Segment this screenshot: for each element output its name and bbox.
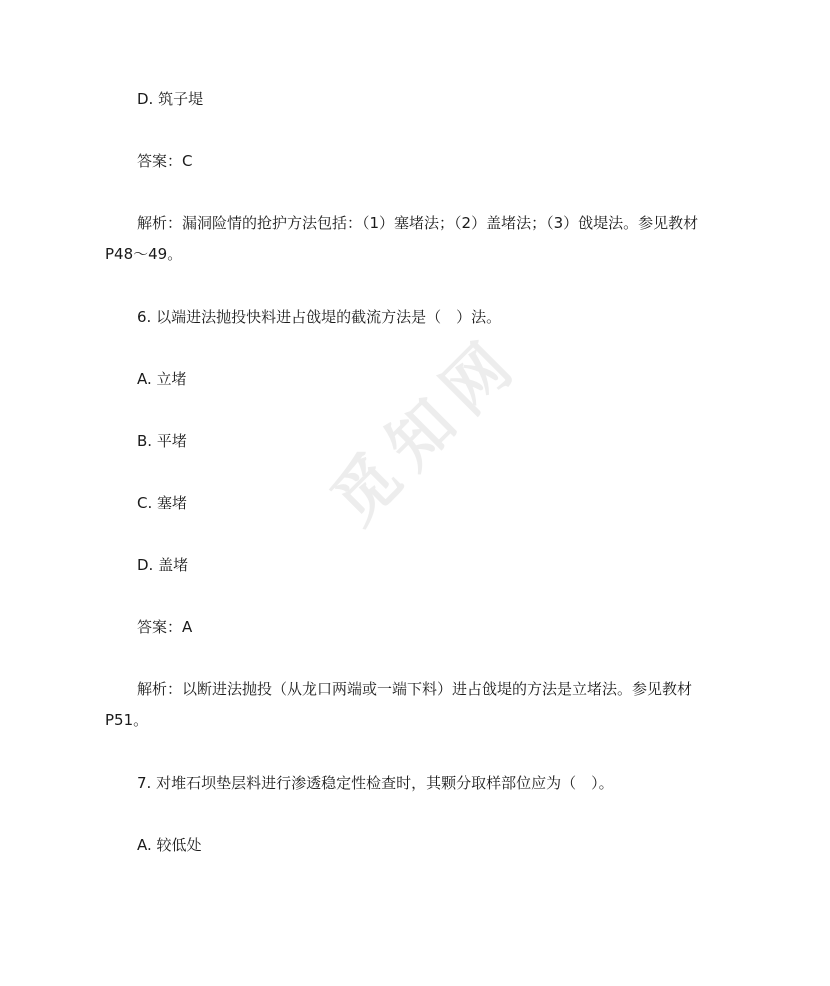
option-a-q6: A. 立堵 bbox=[137, 370, 187, 388]
answer-q5: 答案：C bbox=[137, 152, 193, 170]
question-6: 6. 以端进法抛投快料进占戗堤的截流方法是（ ）法。 bbox=[137, 308, 502, 326]
explanation-q5: 解析：漏洞险情的抢护方法包括：（1）塞堵法；（2）盖堵法；（3）戗堤法。参见教材 bbox=[137, 214, 699, 232]
watermark: 觅知网 bbox=[318, 321, 536, 539]
option-a-q7: A. 较低处 bbox=[137, 836, 202, 854]
option-d-q6: D. 盖堵 bbox=[137, 556, 189, 574]
answer-q6: 答案：A bbox=[137, 618, 193, 636]
explanation-q6-cont: P51。 bbox=[105, 711, 149, 729]
option-c-q6: C. 塞堵 bbox=[137, 494, 188, 512]
option-b-q6: B. 平堵 bbox=[137, 432, 187, 450]
explanation-q5-cont: P48～49。 bbox=[105, 245, 183, 263]
question-7: 7. 对堆石坝垫层料进行渗透稳定性检查时，其颗分取样部位应为（ ）。 bbox=[137, 774, 614, 792]
explanation-q6: 解析：以断进法抛投（从龙口两端或一端下料）进占戗堤的方法是立堵法。参见教材 bbox=[137, 680, 693, 698]
option-d-q5: D. 筑子堤 bbox=[137, 90, 204, 108]
